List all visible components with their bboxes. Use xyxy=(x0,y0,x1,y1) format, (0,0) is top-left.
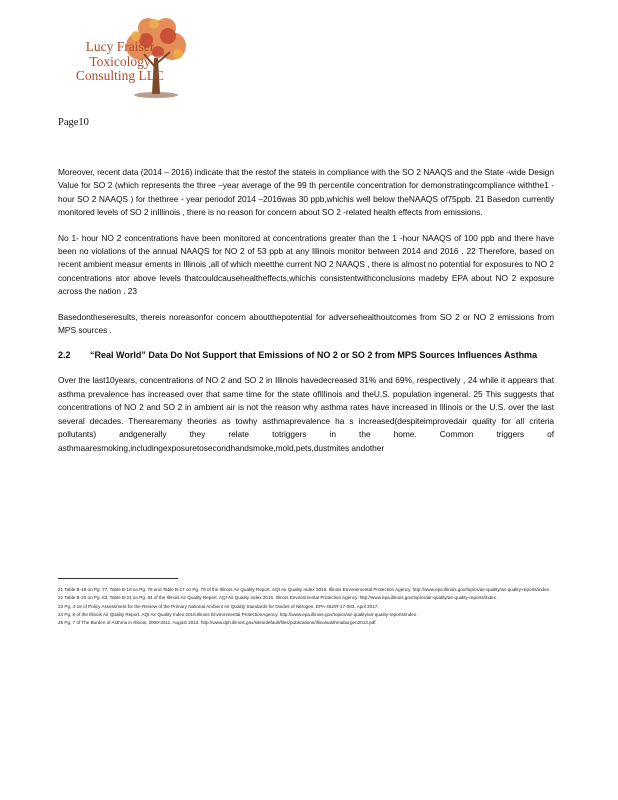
company-logo xyxy=(56,14,196,100)
logo-line: Lucy Fraiser xyxy=(85,39,155,54)
page-number: Page10 xyxy=(58,117,89,128)
section-heading xyxy=(58,349,554,362)
footnote-divider xyxy=(58,578,178,579)
document-body xyxy=(58,166,554,467)
footnote: 23 Pg. 4-18 of Policy Assessment for the Review of the Primary National Ambient Air Quality Standards for Oxides of Nitrogen. EPA-452/R-17-003. April 2017. xyxy=(58,603,379,609)
paragraph: Basedontheseresults, thereis noreasonfor concern aboutthepotential for adversehealthoutcomes from SO 2 or NO 2 emissions from MPS sources . xyxy=(58,311,554,336)
paragraph: Moreover, recent data (2014 – 2016) indicate that the restof the stateis in compliance with the SO 2 NAAQS and the State -wide Design Value for SO 2 (which represents the three –year average of the 99 th percentile concentration for demonstratingcompliance withthe1 -hour SO 2 NAAQS ) for thethree - year periodof 2014 –2016was 30 ppb,whichis well below theNAAQS of75ppb. 21 Basedon currently monitored levels of SO 2 inIllinois , there is no reason for concern about SO 2 -related health effects from emissions. xyxy=(58,167,554,218)
footnote: 24 Pg. 8 of the Illinois Air Quality Report. AQI Air Quality Index 2016.Illinois Environmental ProtectionAgency. http://www.epa.illinois.gov/topics/air-quality/air-quality-reports/index . xyxy=(58,611,419,617)
footnotes xyxy=(58,586,554,627)
logo-wordmark xyxy=(60,40,180,84)
section-title: “Real World” Data Do Not Support that Emissions of NO 2 or SO 2 from MPS Sources Influences Asthma xyxy=(90,350,538,361)
footnote: 22 Table B-20 on Pg. 83, Table B-21 on Pg. 84 of the Illinois Air Quality Report. AQI Air Quality Index 2016. Illinois Environmental Protection Agency. http://www.epa.illinois.gov/topics/air-quality/air-quality-reports/index . xyxy=(58,595,499,601)
logo-line: Consulting LLC xyxy=(75,68,165,83)
footnote: 21 Table B-16 on Pg. 77, Table B-16 on Pg. 78 and Table B-17 on Pg. 79 of the Illinois Air Quality Report. AQI Air Quality Index 2016. Illinois Environmental Protection Agency. http://www.epa.illinois.gov/topics/air-quality/air-quality-reports/index . xyxy=(58,587,552,592)
logo-line: Toxicology xyxy=(89,53,151,69)
footnote: 25 Pg. 7 of The Burden of Asthma in Illinois, 2000-2011. August 2013. http://www.dph.illinois.gov/sites/default/files/publications/Illinoisasthmaburgen2013.pdf xyxy=(58,620,376,626)
section-number: 2.2 xyxy=(58,350,71,361)
paragraph: Over the last10years, concentrations of NO 2 and SO 2 in Illinois havedecreased 31% and 69%, respectively , 24 while it appears that asthma prevalence has increased over that same time for the state ofIllinois and theU.S. population ingeneral. 25 This suggests that concentrations of NO 2 and SO 2 in ambient air is not the reason why asthma rates have increased in Illinois or the U.S. over the last several decades. Therearemany theories as towhy asthmaprevalence ha s increased(despiteimprovedair quality for all criteria pollutants) andgenerally they relate totriggers in the home. Common triggers of asthmaaresmoking,includingexposuretosecondhandsmoke,mold,pets,dustmites andother xyxy=(58,375,554,453)
paragraph: No 1- hour NO 2 concentrations have been monitored at concentrations greater than the 1 -hour NAAQS of 100 ppb and there have been no violations of the annual NAAQS for NO 2 of 53 ppb at any Illinois monitor between 2014 and 2016 . 22 Therefore, based on recent ambient measur ements in Illinois ,all of which meetthe current NO 2 NAAQS , there is almost no potential for exposures to NO 2 concentrations ator above levels thatcouldcausehealtheffects,whichis consistentwithconclusions madeby EPA about NO 2 exposure across the nation . 23 xyxy=(58,232,554,297)
